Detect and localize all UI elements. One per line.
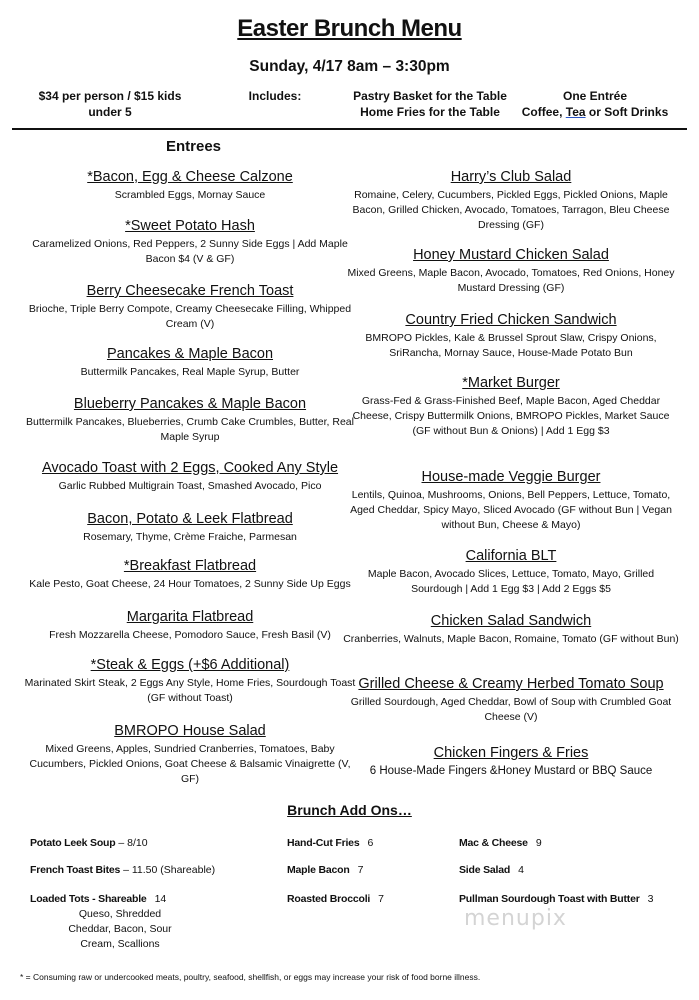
item-description: Fresh Mozzarella Cheese, Pomodoro Sauce, Fresh Basil (V) xyxy=(49,629,331,641)
menu-item-avocado-toast-with-2-eggs-cooked-any-style xyxy=(20,459,360,494)
includes-entree: One Entrée xyxy=(562,89,628,103)
item-description: Kale Pesto, Goat Cheese, 24 Hour Tomatoes, 2 Sunny Side Up Eggs xyxy=(29,578,351,590)
addon-price: 6 xyxy=(367,837,374,849)
item-name: Chicken Fingers & Fries xyxy=(433,745,589,761)
item-description: Garlic Rubbed Multigrain Toast, Smashed Avocado, Pico xyxy=(58,480,322,492)
watermark-logo: menupix xyxy=(464,906,567,931)
menu-title: Easter Brunch Menu xyxy=(237,15,462,42)
item-name: *Breakfast Flatbread xyxy=(123,558,257,574)
menu-item-chicken-fingers-fries xyxy=(343,744,679,779)
menu-item-margarita-flatbread xyxy=(20,608,360,643)
item-name: Grilled Cheese & Creamy Herbed Tomato Soup xyxy=(358,676,664,692)
menu-item-bmropo-house-salad xyxy=(20,722,360,787)
includes-home-fries: Home Fries for the Table xyxy=(360,105,500,119)
addon-name: Loaded Tots - Shareable xyxy=(30,893,147,905)
item-description: Grass-Fed & Grass-Finished Beef, Maple Bacon, Aged Cheddar Cheese, Crispy Buttermilk Onions, BMROPO Pickles, Market Sauce (GF without Bun & Onions) | Add 1 Egg $3 xyxy=(352,395,670,437)
item-description: Scrambled Eggs, Mornay Sauce xyxy=(114,189,266,201)
includes-pastry: Pastry Basket for the Table xyxy=(353,89,507,103)
addon-name: Hand-Cut Fries xyxy=(287,837,360,849)
item-name: BMROPO House Salad xyxy=(114,723,266,739)
item-name: Margarita Flatbread xyxy=(126,609,254,625)
addon-pullman-toast xyxy=(459,892,653,907)
addon-name: Pullman Sourdough Toast with Butter xyxy=(459,893,640,905)
item-description: Rosemary, Thyme, Crème Fraiche, Parmesan xyxy=(83,531,297,543)
menu-item-bacon-potato-leek-flatbread xyxy=(20,510,360,545)
includes-label: Includes: xyxy=(248,89,302,103)
addon-name: Side Salad xyxy=(459,864,511,876)
addon-price: 4 xyxy=(518,864,524,876)
allergen-footnote: * = Consuming raw or undercooked meats, poultry, seafood, shellfish, or eggs may increase your risk of food borne illness. xyxy=(20,972,481,982)
addon-name: Maple Bacon xyxy=(287,864,350,876)
menu-item-harry-s-club-salad xyxy=(343,168,679,233)
item-description: Lentils, Quinoa, Mushrooms, Onions, Bell Peppers, Lettuce, Tomato, Aged Cheddar, Spicy Mayo, Sliced Avocado (GF without Bun | Vegan without Bun, Cheese & Mayo) xyxy=(350,489,672,531)
entrees-heading: Entrees xyxy=(166,138,222,155)
addon-mac-and-cheese xyxy=(459,836,542,851)
addon-hand-cut-fries xyxy=(287,836,373,851)
item-name: Harry’s Club Salad xyxy=(450,169,572,185)
item-name: Country Fried Chicken Sandwich xyxy=(405,312,617,328)
menu-item-country-fried-chicken-sandwich xyxy=(343,311,679,361)
item-description: 6 House-Made Fingers &Honey Mustard or BBQ Sauce xyxy=(369,765,653,777)
item-name: Berry Cheesecake French Toast xyxy=(86,283,294,299)
item-name: *Sweet Potato Hash xyxy=(125,218,255,234)
drinks-post: or Soft Drinks xyxy=(585,105,669,119)
item-description: Maple Bacon, Avocado Slices, Lettuce, Tomato, Mayo, Grilled Sourdough | Add 1 Egg $3 | Add 2 Eggs $5 xyxy=(367,568,655,595)
addon-loaded-tots-description: Queso, Shredded Cheddar, Bacon, Sour Cream, Scallions xyxy=(68,908,172,950)
addon-price: 9 xyxy=(535,837,542,849)
item-name: Chicken Salad Sandwich xyxy=(430,613,592,629)
includes-column-1 xyxy=(340,88,520,120)
addon-roasted-broccoli xyxy=(287,892,384,907)
addon-name: French Toast Bites xyxy=(30,864,121,876)
addon-name: Mac & Cheese xyxy=(459,837,528,849)
price-info: $34 per person / $15 kids under 5 xyxy=(38,89,182,119)
addon-french-toast-bites xyxy=(30,863,215,878)
item-name: *Steak & Eggs (+$6 Additional) xyxy=(90,657,290,673)
includes-column-2 xyxy=(510,88,680,120)
item-description: Caramelized Onions, Red Peppers, 2 Sunny Side Eggs | Add Maple Bacon $4 (V & GF) xyxy=(32,238,348,265)
menu-item-chicken-salad-sandwich xyxy=(343,612,679,647)
addon-price: 7 xyxy=(357,864,364,876)
menu-item-grilled-cheese-creamy-herbed-tomato-soup xyxy=(343,675,679,725)
addon-price: – 11.50 (Shareable) xyxy=(123,864,216,876)
item-name: Pancakes & Maple Bacon xyxy=(106,346,274,362)
menu-item-berry-cheesecake-french-toast xyxy=(20,282,360,332)
menu-item-sweet-potato-hash xyxy=(20,217,360,267)
item-description: Marinated Skirt Steak, 2 Eggs Any Style, Home Fries, Sourdough Toast (GF without Toast) xyxy=(24,677,356,704)
addon-loaded-tots xyxy=(30,892,166,907)
addons-heading: Brunch Add Ons… xyxy=(287,802,412,818)
addon-name: Roasted Broccoli xyxy=(287,893,371,905)
item-name: *Bacon, Egg & Cheese Calzone xyxy=(87,169,293,185)
menu-item-steak-eggs-6-additional xyxy=(20,656,360,706)
addon-price: – 8/10 xyxy=(118,837,148,849)
includes-drinks xyxy=(510,104,680,120)
header-divider xyxy=(12,128,687,130)
item-description: Mixed Greens, Apples, Sundried Cranberries, Tomatoes, Baby Cucumbers, Pickled Onions, Goat Cheese & Balsamic Vinaigrette (V, GF) xyxy=(29,743,351,785)
item-description: Romaine, Celery, Cucumbers, Pickled Eggs, Pickled Onions, Maple Bacon, Grilled Chicken, Avocado, Tomatoes, Tarragon, Bleu Cheese Dressing (GF) xyxy=(352,189,670,231)
item-name: Honey Mustard Chicken Salad xyxy=(413,247,609,263)
date-time: Sunday, 4/17 8am – 3:30pm xyxy=(249,58,450,75)
item-description: BMROPO Pickles, Kale & Brussel Sprout Slaw, Crispy Onions, SriRancha, Mornay Sauce, House-Made Potato Bun xyxy=(365,332,657,359)
addon-side-salad xyxy=(459,863,524,878)
item-name: House-made Veggie Burger xyxy=(421,469,601,485)
menu-item-market-burger xyxy=(343,374,679,439)
addon-price: 3 xyxy=(647,893,654,905)
item-name: California BLT xyxy=(465,548,557,564)
menu-item-blueberry-pancakes-maple-bacon xyxy=(20,395,360,445)
menu-item-california-blt xyxy=(343,547,679,597)
item-description: Brioche, Triple Berry Compote, Creamy Cheesecake Filling, Whipped Cream (V) xyxy=(28,303,352,330)
item-name: *Market Burger xyxy=(462,375,560,391)
item-description: Mixed Greens, Maple Bacon, Avocado, Tomatoes, Red Onions, Honey Mustard Dressing (GF) xyxy=(347,267,675,294)
addon-maple-bacon xyxy=(287,863,363,878)
menu-item-breakfast-flatbread xyxy=(20,557,360,592)
item-description: Cranberries, Walnuts, Maple Bacon, Romaine, Tomato (GF without Bun) xyxy=(343,633,679,645)
addon-potato-leek-soup xyxy=(30,836,148,851)
addon-price: 7 xyxy=(378,893,384,905)
menu-item-house-made-veggie-burger xyxy=(343,468,679,533)
addon-name: Potato Leek Soup xyxy=(30,837,116,849)
item-description: Buttermilk Pancakes, Blueberries, Crumb Cake Crumbles, Butter, Real Maple Syrup xyxy=(26,416,354,443)
drinks-tea: Tea xyxy=(565,105,586,119)
item-name: Blueberry Pancakes & Maple Bacon xyxy=(73,396,307,412)
drinks-pre: Coffee, xyxy=(521,105,566,119)
item-name: Bacon, Potato & Leek Flatbread xyxy=(87,511,293,527)
item-description: Buttermilk Pancakes, Real Maple Syrup, Butter xyxy=(80,366,300,378)
menu-item-pancakes-maple-bacon xyxy=(20,345,360,380)
menu-item-bacon-egg-cheese-calzone xyxy=(20,168,360,203)
menu-item-honey-mustard-chicken-salad xyxy=(343,246,679,296)
addon-price: 14 xyxy=(154,893,167,905)
item-description: Grilled Sourdough, Aged Cheddar, Bowl of Soup with Crumbled Goat Cheese (V) xyxy=(350,696,672,723)
item-name: Avocado Toast with 2 Eggs, Cooked Any Style xyxy=(41,460,339,476)
